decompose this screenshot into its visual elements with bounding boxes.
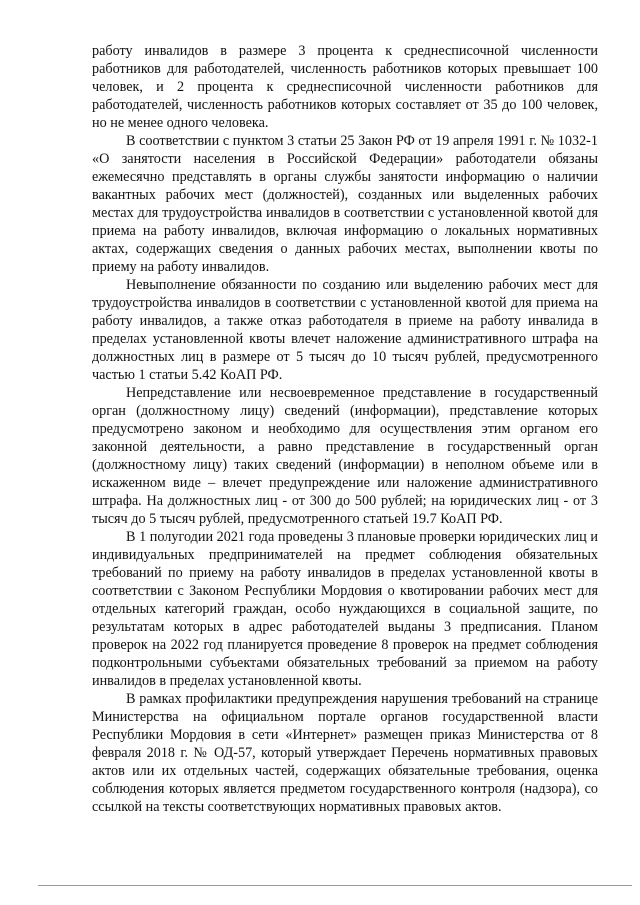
paragraph-quota-penalty: Невыполнение обязанности по созданию или выделению рабочих мест для трудоустройства инвалидов в соответствии с установленной квотой для приема на работу инвалидов, а также отказ работодателя в приеме на работу инвалида в пределах установленной квоты влечет наложение административного штрафа на должностных лиц в размере от 5 тысяч до 10 тысяч рублей, предусмотренного частью 1 статьи 5.42 КоАП РФ. <box>92 277 598 383</box>
footer-divider <box>38 885 632 886</box>
paragraph-information-penalty: Непредставление или несвоевременное представление в государственный орган (должностному лицу) сведений (информации), представление которых предусмотрено законом и необходимо для осуществления этим органом его законной деятельности, а равно представление в государственный орган (должностному лицу) таких сведений (информации) в неполном объеме или в искаженном виде – влечет предупреждение или наложение административного штрафа. На должностных лиц - от 300 до 500 рублей; на юридических лиц - от 3 тысяч до 5 тысяч рублей, предусмотренного статьей 19.7 КоАП РФ. <box>92 385 598 527</box>
paragraph-quota-sizes: работу инвалидов в размере 3 процента к среднесписочной численности работников для работодателей, численность работников которых превышает 100 человек, и 2 процента к среднесписочной численности работников для работодателей, численность работников которых составляет от 35 до 100 человек, но не менее одного человека. <box>92 43 598 131</box>
document-page <box>92 42 598 816</box>
paragraph-employer-reporting: В соответствии с пунктом 3 статьи 25 Закон РФ от 19 апреля 1991 г. № 1032-1 «О занятости населения в Российской Федерации» работодатели обязаны ежемесячно представлять в органы службы занятости информацию о наличии вакантных рабочих мест (должностей), созданных или выделенных рабочих местах для трудоустройства инвалидов в соответствии с установленной квотой для приема на работу инвалидов, включая информацию о локальных нормативных актах, содержащих сведения о данных рабочих местах, выполнении квоты по приему на работу инвалидов. <box>92 133 598 275</box>
paragraph-prevention: В рамках профилактики предупреждения нарушения требований на странице Министерства на официальном портале органов государственной власти Республики Мордовия в сети «Интернет» размещен приказ Министерства от 8 февраля 2018 г. № ОД-57, который утверждает Перечень нормативных правовых актов или их отдельных частей, содержащих обязательные требования, оценка соблюдения которых является предметом государственного контроля (надзора), со ссылкой на тексты соответствующих нормативных правовых актов. <box>92 691 598 815</box>
paragraph-inspections: В 1 полугодии 2021 года проведены 3 плановые проверки юридических лиц и индивидуальных предпринимателей на предмет соблюдения обязательных требований по приему на работу инвалидов в пределах установленной квоты в соответствии с Законом Республики Мордовия о квотировании рабочих мест для отдельных категорий граждан, особо нуждающихся в социальной защите, по результатам которых в адрес работодателей выданы 3 предписания. Планом проверок на 2022 год планируется проведение 8 проверок на предмет соблюдения подконтрольными субъектами обязательных требований за приемом на работу инвалидов в пределах установленной квоты. <box>92 529 598 689</box>
